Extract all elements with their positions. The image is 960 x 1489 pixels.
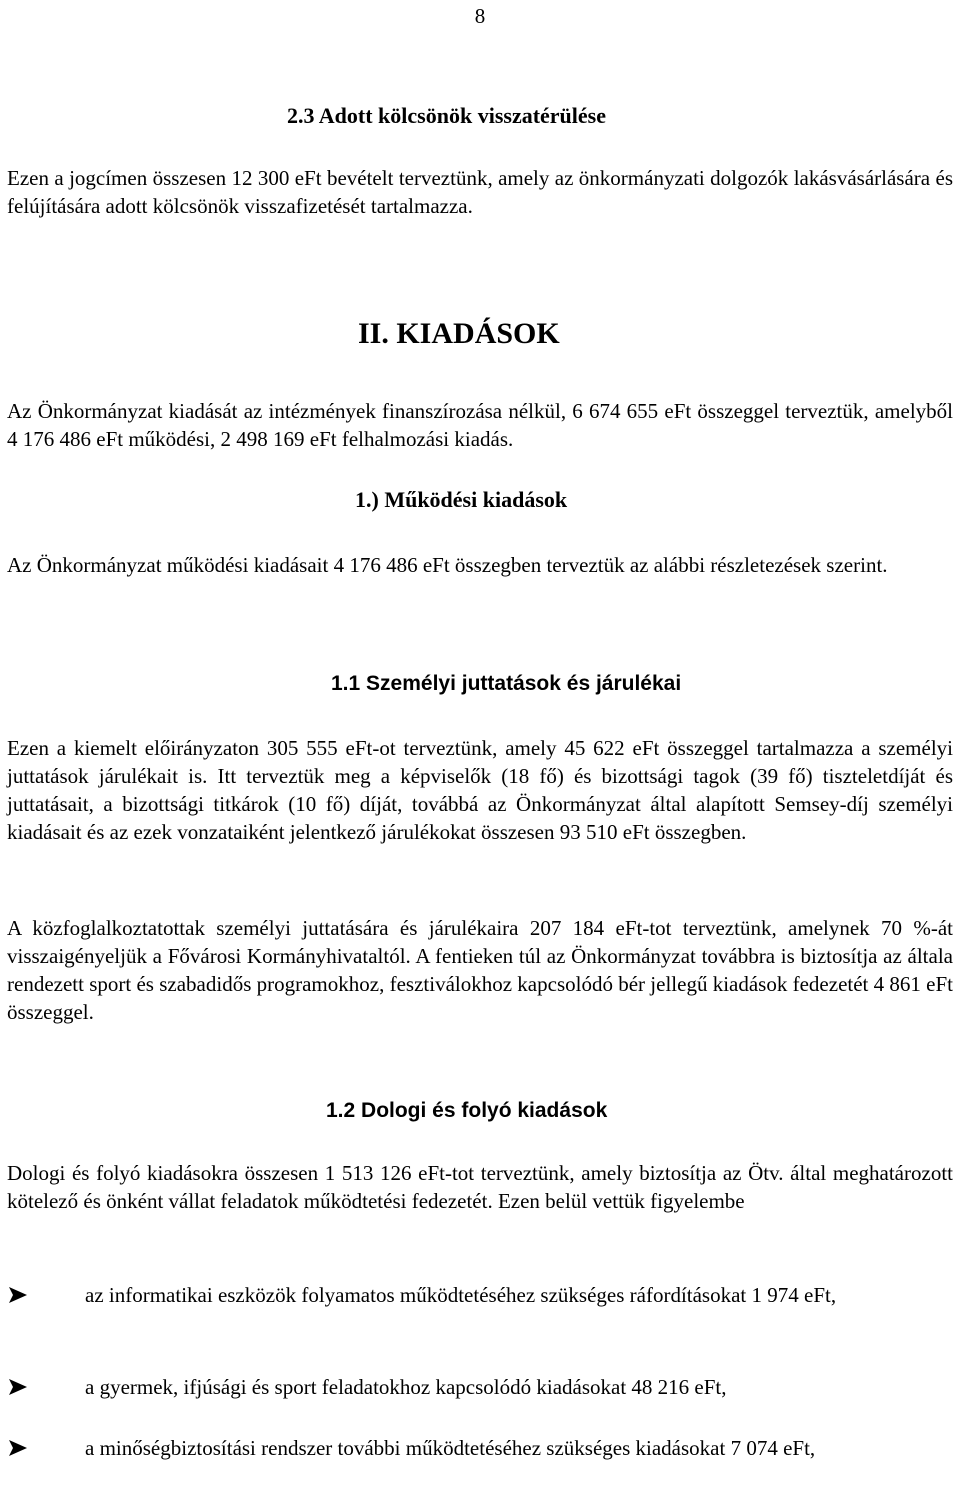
bullet-text: a minőségbiztosítási rendszer további működtetéséhez szükséges kiadásokat 7 074 eFt, (85, 1436, 816, 1460)
section-II-heading: II. KIADÁSOK (358, 317, 560, 350)
section-1-heading: 1.) Működési kiadások (355, 487, 568, 512)
section-1-paragraph: Az Önkormányzat működési kiadásait 4 176 486 eFt összegben terveztük az alábbi részletezések szerint. (7, 553, 888, 577)
arrowhead-bullet-icon (7, 1373, 31, 1401)
section-II-paragraph: Az Önkormányzat kiadását az intézmények finanszírozása nélkül, 6 674 655 eFt összeggel terveztük, amelyből 4 176 486 eFt működési, 2 498 169 eFt felhalmozási kiadás. (7, 399, 953, 451)
section-2-3-paragraph: Ezen a jogcímen összesen 12 300 eFt bevételt terveztünk, amely az önkormányzati dolgozók lakásvásárlására és felújítására adott kölcsönök visszafizetését tartalmazza. (7, 166, 953, 218)
bullet-text: a gyermek, ifjúsági és sport feladatokhoz kapcsolódó kiadásokat 48 216 eFt, (85, 1375, 727, 1399)
section-2-3-heading: 2.3 Adott kölcsönök visszatérülése (287, 103, 606, 128)
arrowhead-bullet-icon (7, 1434, 31, 1462)
section-1-2-heading: 1.2 Dologi és folyó kiadások (326, 1099, 608, 1122)
section-1-1-heading: 1.1 Személyi juttatások és járulékai (331, 672, 682, 695)
section-1-1-paragraph-2: A közfoglalkoztatottak személyi juttatására és járulékaira 207 184 eFt-tot terveztünk, amelynek 70 %-át visszaigényeljük a Fővárosi Kormányhivataltól. A fentieken túl az Önkormányzat továbbra is biztosítja az általa rendezett sport és szabadidős programokhoz, fesztiválokhoz kapcsolódó bér jellegű kiadások fedezetét 4 861 eFt összeggel. (7, 916, 953, 1024)
arrowhead-bullet-icon (7, 1281, 31, 1309)
section-1-1-paragraph-1: Ezen a kiemelt előirányzaton 305 555 eFt-ot terveztünk, amely 45 622 eFt összeggel tartalmazza a személyi juttatások járulékait is. Itt terveztük meg a képviselők (18 fő) és bizottsági tagok (39 fő) tiszteletdíját és juttatásait, a bizottsági titkárok (10 fő) díját, továbbá az Önkormányzat által alapított Semsey-díj személyi kiadásait és az ezek vonzataiként jelentkező járulékokat összesen 93 510 eFt összegben. (7, 736, 953, 844)
section-1-2-paragraph: Dologi és folyó kiadásokra összesen 1 513 126 eFt-tot terveztünk, amely biztosítja az Ötv. által meghatározott kötelező és önként vállat feladatok működtetési fedezetét. Ezen belül vettük figyelembe (7, 1161, 953, 1213)
page-number: 8 (474, 4, 486, 28)
bullet-text: az informatikai eszközök folyamatos működtetéséhez szükséges ráfordításokat 1 974 eFt, (85, 1283, 837, 1307)
